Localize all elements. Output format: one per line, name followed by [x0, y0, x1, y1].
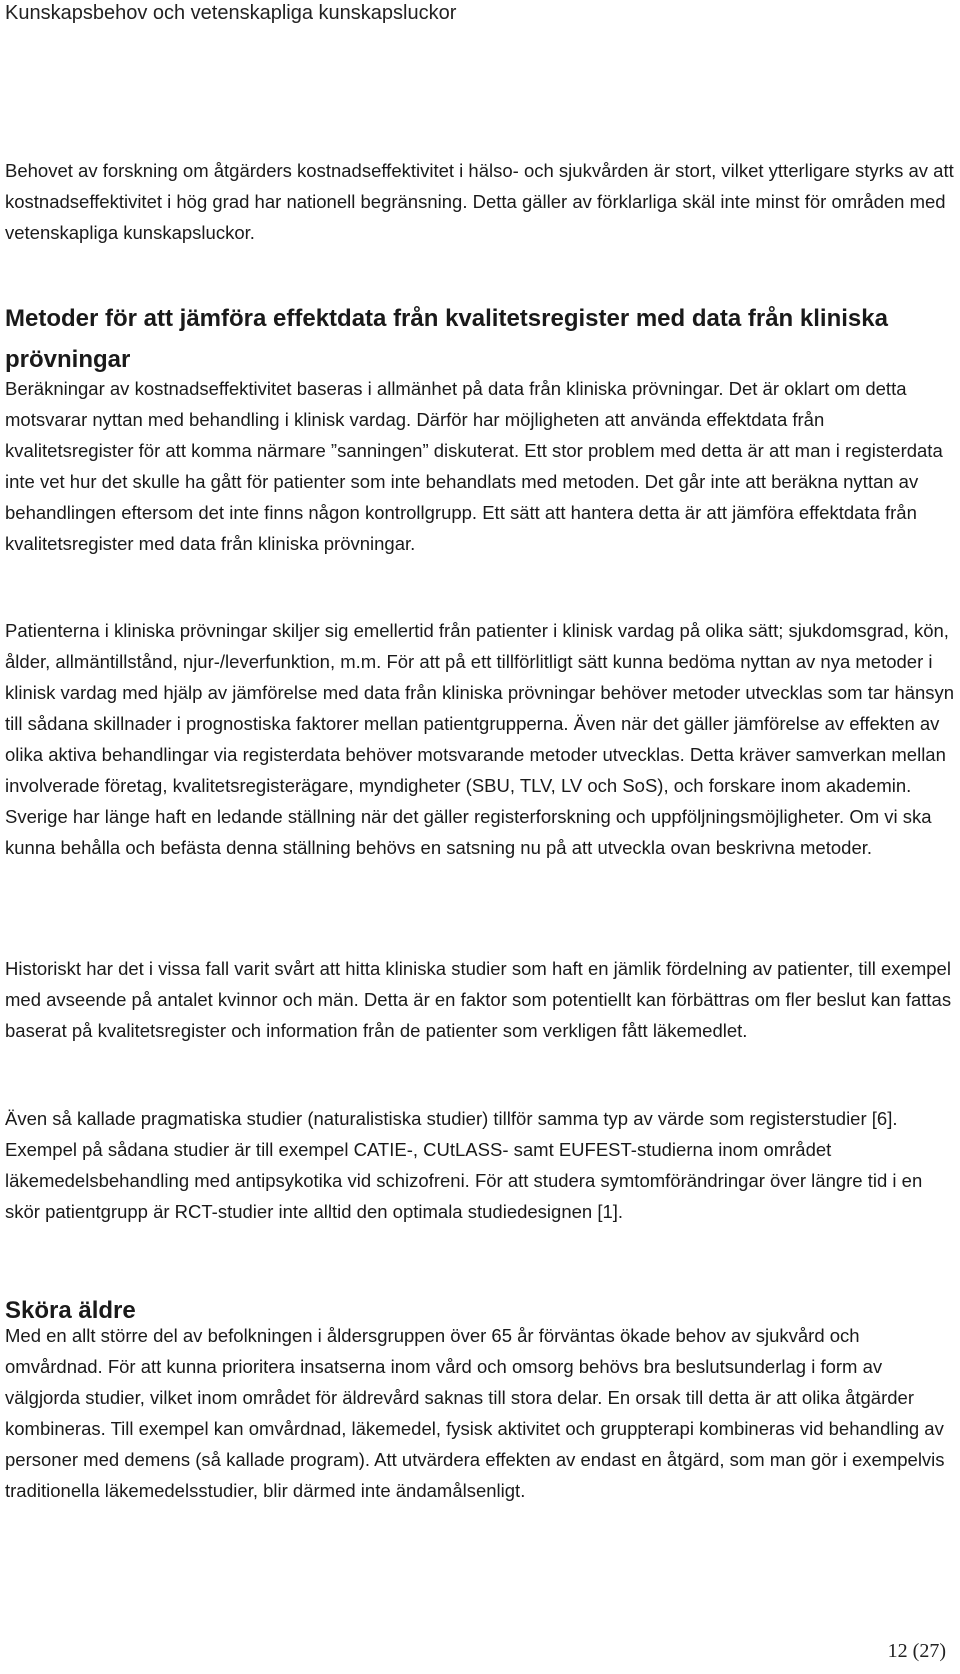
body-paragraph: Även så kallade pragmatiska studier (naturalistiska studier) tillför samma typ av värde som registerstudier [6]. Exempel på sådana studier är till exempel CATIE-, CUtLASS- samt EUFEST-studierna inom området läkemedelsbehandling med antipsykotika vid schizofreni. För att studera symtomförändringar över längre tid i en skör patientgrupp är RCT-studier inte alltid den optimala studiedesignen [1]. — [5, 1108, 923, 1222]
body-paragraph: Beräkningar av kostnadseffektivitet baseras i allmänhet på data från kliniska prövningar. Det är oklart om detta motsvarar nyttan med behandling i klinisk vardag. Därför har möjligheten att använda effektdata från kvalitetsregister för att komma närmare ”sanningen” diskuterat. Ett stor problem med detta är att man i registerdata inte vet hur det skulle ha gått för patienter som inte behandlats med metoden. Det går inte att beräkna nyttan av behandlingen eftersom det inte finns någon kontrollgrupp. Ett sätt att hantera detta är att jämföra effektdata från kvalitetsregister med data från kliniska prövningar. — [5, 378, 943, 554]
intro-paragraph: Behovet av forskning om åtgärders kostnadseffektivitet i hälso- och sjukvården är stort, vilket ytterligare styrks av att kostnadseffektivitet i hög grad har nationell begränsning. Detta gäller av förklarliga skäl inte minst för områden med vetenskapliga kunskapsluckor. — [5, 160, 954, 243]
section-heading-skora-aldre: Sköra äldre — [5, 1296, 136, 1324]
running-header-title: Kunskapsbehov och vetenskapliga kunskapsluckor — [5, 2, 457, 24]
section-heading-metoder: Metoder för att jämföra effektdata från kvalitetsregister med data från kliniska prövningar — [5, 304, 888, 373]
body-paragraph: Patienterna i kliniska prövningar skiljer sig emellertid från patienter i klinisk vardag på olika sätt; sjukdomsgrad, kön, ålder, allmäntillstånd, njur-/leverfunktion, m.m. För att på ett tillförlitligt sätt kunna bedöma nyttan av nya metoder i klinisk vardag med hjälp av jämförelse med data från kliniska prövningar behöver metoder utvecklas som tar hänsyn till sådana skillnader i prognostiska faktorer mellan patientgrupperna. Även när det gäller jämförelse av effekten av olika aktiva behandlingar via registerdata behöver motsvarande metoder utvecklas. Detta kräver samverkan mellan involverade företag, kvalitetsregisterägare, myndigheter (SBU, TLV, LV och SoS), och forskare inom akademin. Sverige har länge haft en ledande ställning när det gäller registerforskning och uppföljningsmöjligheter. Om vi ska kunna behålla och befästa denna ställning behövs en satsning nu på att utveckla ovan beskrivna metoder. — [5, 620, 955, 858]
body-paragraph: Historiskt har det i vissa fall varit svårt att hitta kliniska studier som haft en jämlik fördelning av patienter, till exempel med avseende på antalet kvinnor och män. Detta är en faktor som potentiellt kan förbättras om fler beslut kan fattas baserat på kvalitetsregister och information från de patienter som verkligen fått läkemedlet. — [5, 958, 952, 1041]
body-paragraph: Med en allt större del av befolkningen i åldersgruppen över 65 år förväntas ökade behov av sjukvård och omvårdnad. För att kunna prioritera insatserna inom vård och omsorg behövs bra beslutsunderlag i form av välgjorda studier, vilket inom området för äldrevård saknas till stora delar. En orsak till detta är att olika åtgärder kombineras. Till exempel kan omvårdnad, läkemedel, fysisk aktivitet och gruppterapi kombineras vid behandling av personer med demens (så kallade program). Att utvärdera effekten av endast en åtgärd, som man gör i exempelvis traditionella läkemedelsstudier, blir därmed inte ändamålsenligt. — [5, 1325, 945, 1501]
page-number: 12 (27) — [887, 1640, 946, 1662]
